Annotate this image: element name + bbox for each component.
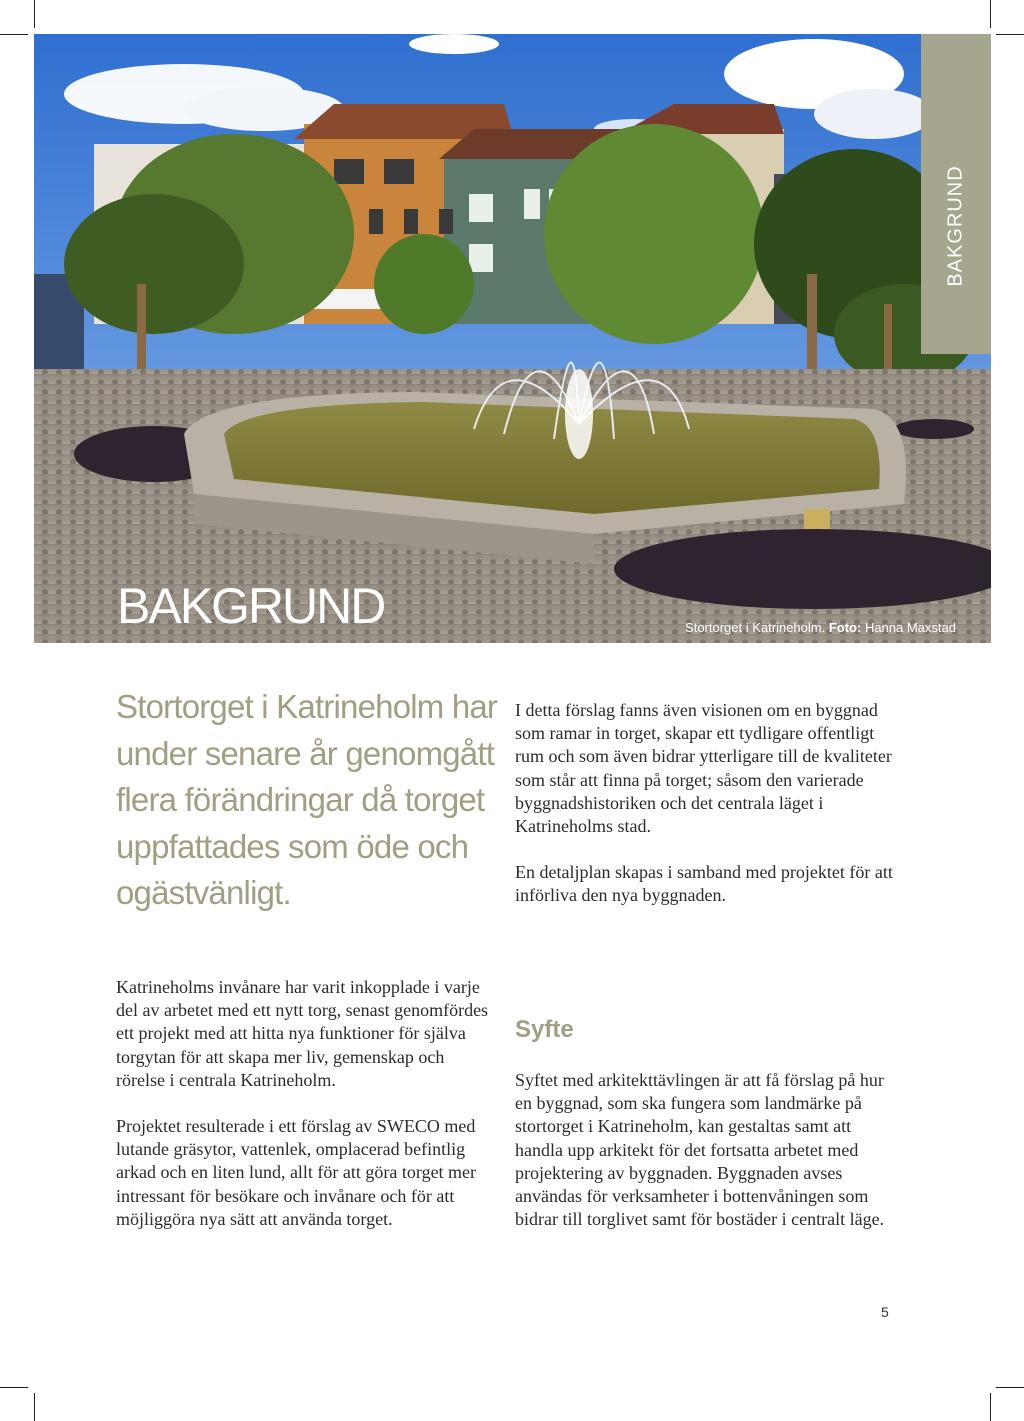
caption-text: Stortorget i Katrineholm.	[685, 620, 829, 635]
hero-photo	[34, 34, 991, 643]
paragraph: Syftet med arkitekttävlingen är att få förslag på hur en byggnad, som ska fungera som landmärke på stortorget i Katrineholm, kan gestaltas samt att handla upp arkitekt för det fortsatta arbetet med projektering av byggnaden. Byggnaden avses användas för verksamheter i bottenvåningen som bidrar till torglivet samt för bostäder i centralt läge.	[515, 1070, 885, 1230]
section-heading: Syfte	[515, 1016, 574, 1043]
paragraph: Katrineholms invånare har varit inkopplade i varje del av arbetet med ett nytt torg, senast genomfördes ett projekt med att hitta nya funktioner för själva torgytan för att skapa mer liv, gemenskap och rörelse i centrala Katrineholm.	[116, 977, 489, 1090]
caption-label: Foto:	[828, 620, 865, 635]
crop-mark	[34, 1393, 35, 1421]
crop-mark	[0, 1387, 28, 1388]
crop-mark	[996, 1387, 1024, 1388]
side-tab-label: BAKGRUND	[944, 165, 967, 287]
crop-mark	[990, 0, 991, 28]
crop-mark	[0, 34, 28, 35]
paragraph: Projektet resulterade i ett förslag av SWECO med lutande gräsytor, vattenlek, omplacerad befintlig arkad och en liten lund, allt för att göra torget mer intressant för besökare och invånare och för att möjliggöra nya sätt att använda torget.	[116, 1116, 477, 1229]
caption-credit: Hanna Maxstad	[864, 620, 956, 635]
hero-title: BAKGRUND	[117, 578, 385, 634]
section-side-tab	[921, 34, 991, 354]
left-column	[116, 976, 496, 1254]
photo-caption	[685, 620, 956, 635]
right-column-purpose	[515, 1069, 895, 1254]
lede-text: Stortorget i Katrineholm har under senare år genomgått flera förändringar då torget uppfattades som öde och ogästvänligt.	[116, 688, 498, 911]
paragraph: I detta förslag fanns även visionen om en byggnad som ramar in torget, skapar ett tydligare offentligt rum och som även bidrar ytterligare till de kvaliteter som står att finna på torget; såsom den varierade byggnadshistoriken och det centrala läget i Katrineholms stad.	[515, 700, 892, 837]
crop-mark	[990, 1393, 991, 1421]
right-column	[515, 699, 895, 931]
crop-mark	[34, 0, 35, 28]
crop-mark	[996, 34, 1024, 35]
fountain-square-illustration	[34, 34, 991, 643]
page-number: 5	[881, 1304, 889, 1320]
paragraph: En detaljplan skapas i samband med projektet för att införliva den nya byggnaden.	[515, 862, 893, 906]
